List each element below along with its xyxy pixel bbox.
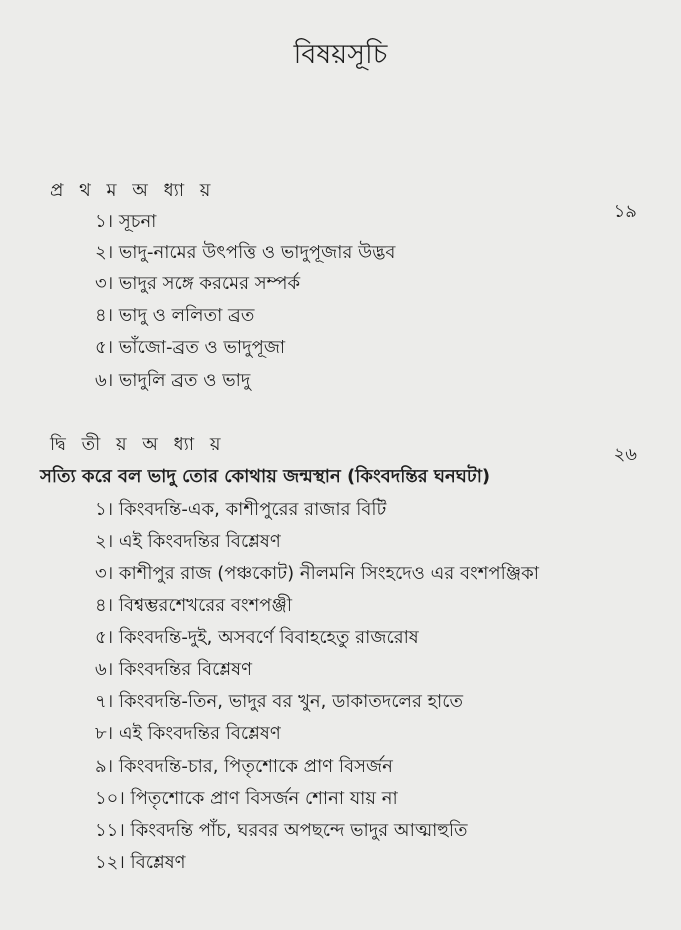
toc-entry: ১১। কিংবদন্তি পাঁচ, ঘরবর অপছন্দে ভাদুর আত্মাহুতি bbox=[95, 820, 468, 841]
toc-entry: ৪। ভাদু ও ললিতা ব্রত bbox=[95, 305, 255, 326]
toc-entry: ৭। কিংবদন্তি-তিন, ভাদুর বর খুন, ডাকাতদলের হাতে bbox=[95, 691, 464, 712]
chapter-2-heading: দ্বি তী য় অ ধ্যা য় bbox=[50, 434, 226, 455]
page-title: বিষয়সূচি bbox=[293, 39, 388, 70]
toc-entry: ১০। পিতৃশোকে প্রাণ বিসর্জন শোনা যায় না bbox=[95, 788, 398, 809]
toc-entry: ১। কিংবদন্তি-এক, কাশীপুরের রাজার বিটি bbox=[95, 499, 387, 520]
chapter-1-heading: প্র থ ম অ ধ্যা য় bbox=[50, 180, 216, 201]
toc-entry: ৬। ভাদুলি ব্রত ও ভাদু bbox=[95, 370, 251, 391]
chapter-1-page-number: ১৯ bbox=[613, 201, 637, 222]
toc-entry: ৮। এই কিংবদন্তির বিশ্লেষণ bbox=[95, 723, 281, 744]
toc-entry: ৩। কাশীপুর রাজ (পঞ্চকোট) নীলমনি সিংহদেও এর বংশপঞ্জিকা bbox=[95, 563, 539, 584]
toc-entry: ১২। বিশ্লেষণ bbox=[95, 852, 186, 873]
toc-entry: ৬। কিংবদন্তির বিশ্লেষণ bbox=[95, 659, 252, 680]
toc-entry: ৫। কিংবদন্তি-দুই, অসবর্ণে বিবাহহেতু রাজরোষ bbox=[95, 627, 419, 648]
toc-entry: ১। সূচনা bbox=[95, 211, 157, 232]
toc-entry: ২। এই কিংবদন্তির বিশ্লেষণ bbox=[95, 531, 281, 552]
toc-entry: ২। ভাদু-নামের উৎপত্তি ও ভাদুপূজার উদ্ভব bbox=[95, 242, 396, 263]
toc-entry: ৩। ভাদুর সঙ্গে করমের সম্পর্ক bbox=[95, 273, 301, 294]
chapter-2-subtitle: সত্যি করে বল ভাদু তোর কোথায় জন্মস্থান (কিংবদন্তির ঘনঘটা) bbox=[40, 466, 491, 487]
chapter-2-page-number: ২৬ bbox=[613, 444, 637, 465]
toc-entry: ৫। ভাঁজো-ব্রত ও ভাদুপূজা bbox=[95, 337, 286, 358]
toc-entry: ৯। কিংবদন্তি-চার, পিতৃশোকে প্রাণ বিসর্জন bbox=[95, 756, 393, 777]
toc-entry: ৪। বিশ্বম্ভরশেখরের বংশপঞ্জী bbox=[95, 595, 293, 616]
